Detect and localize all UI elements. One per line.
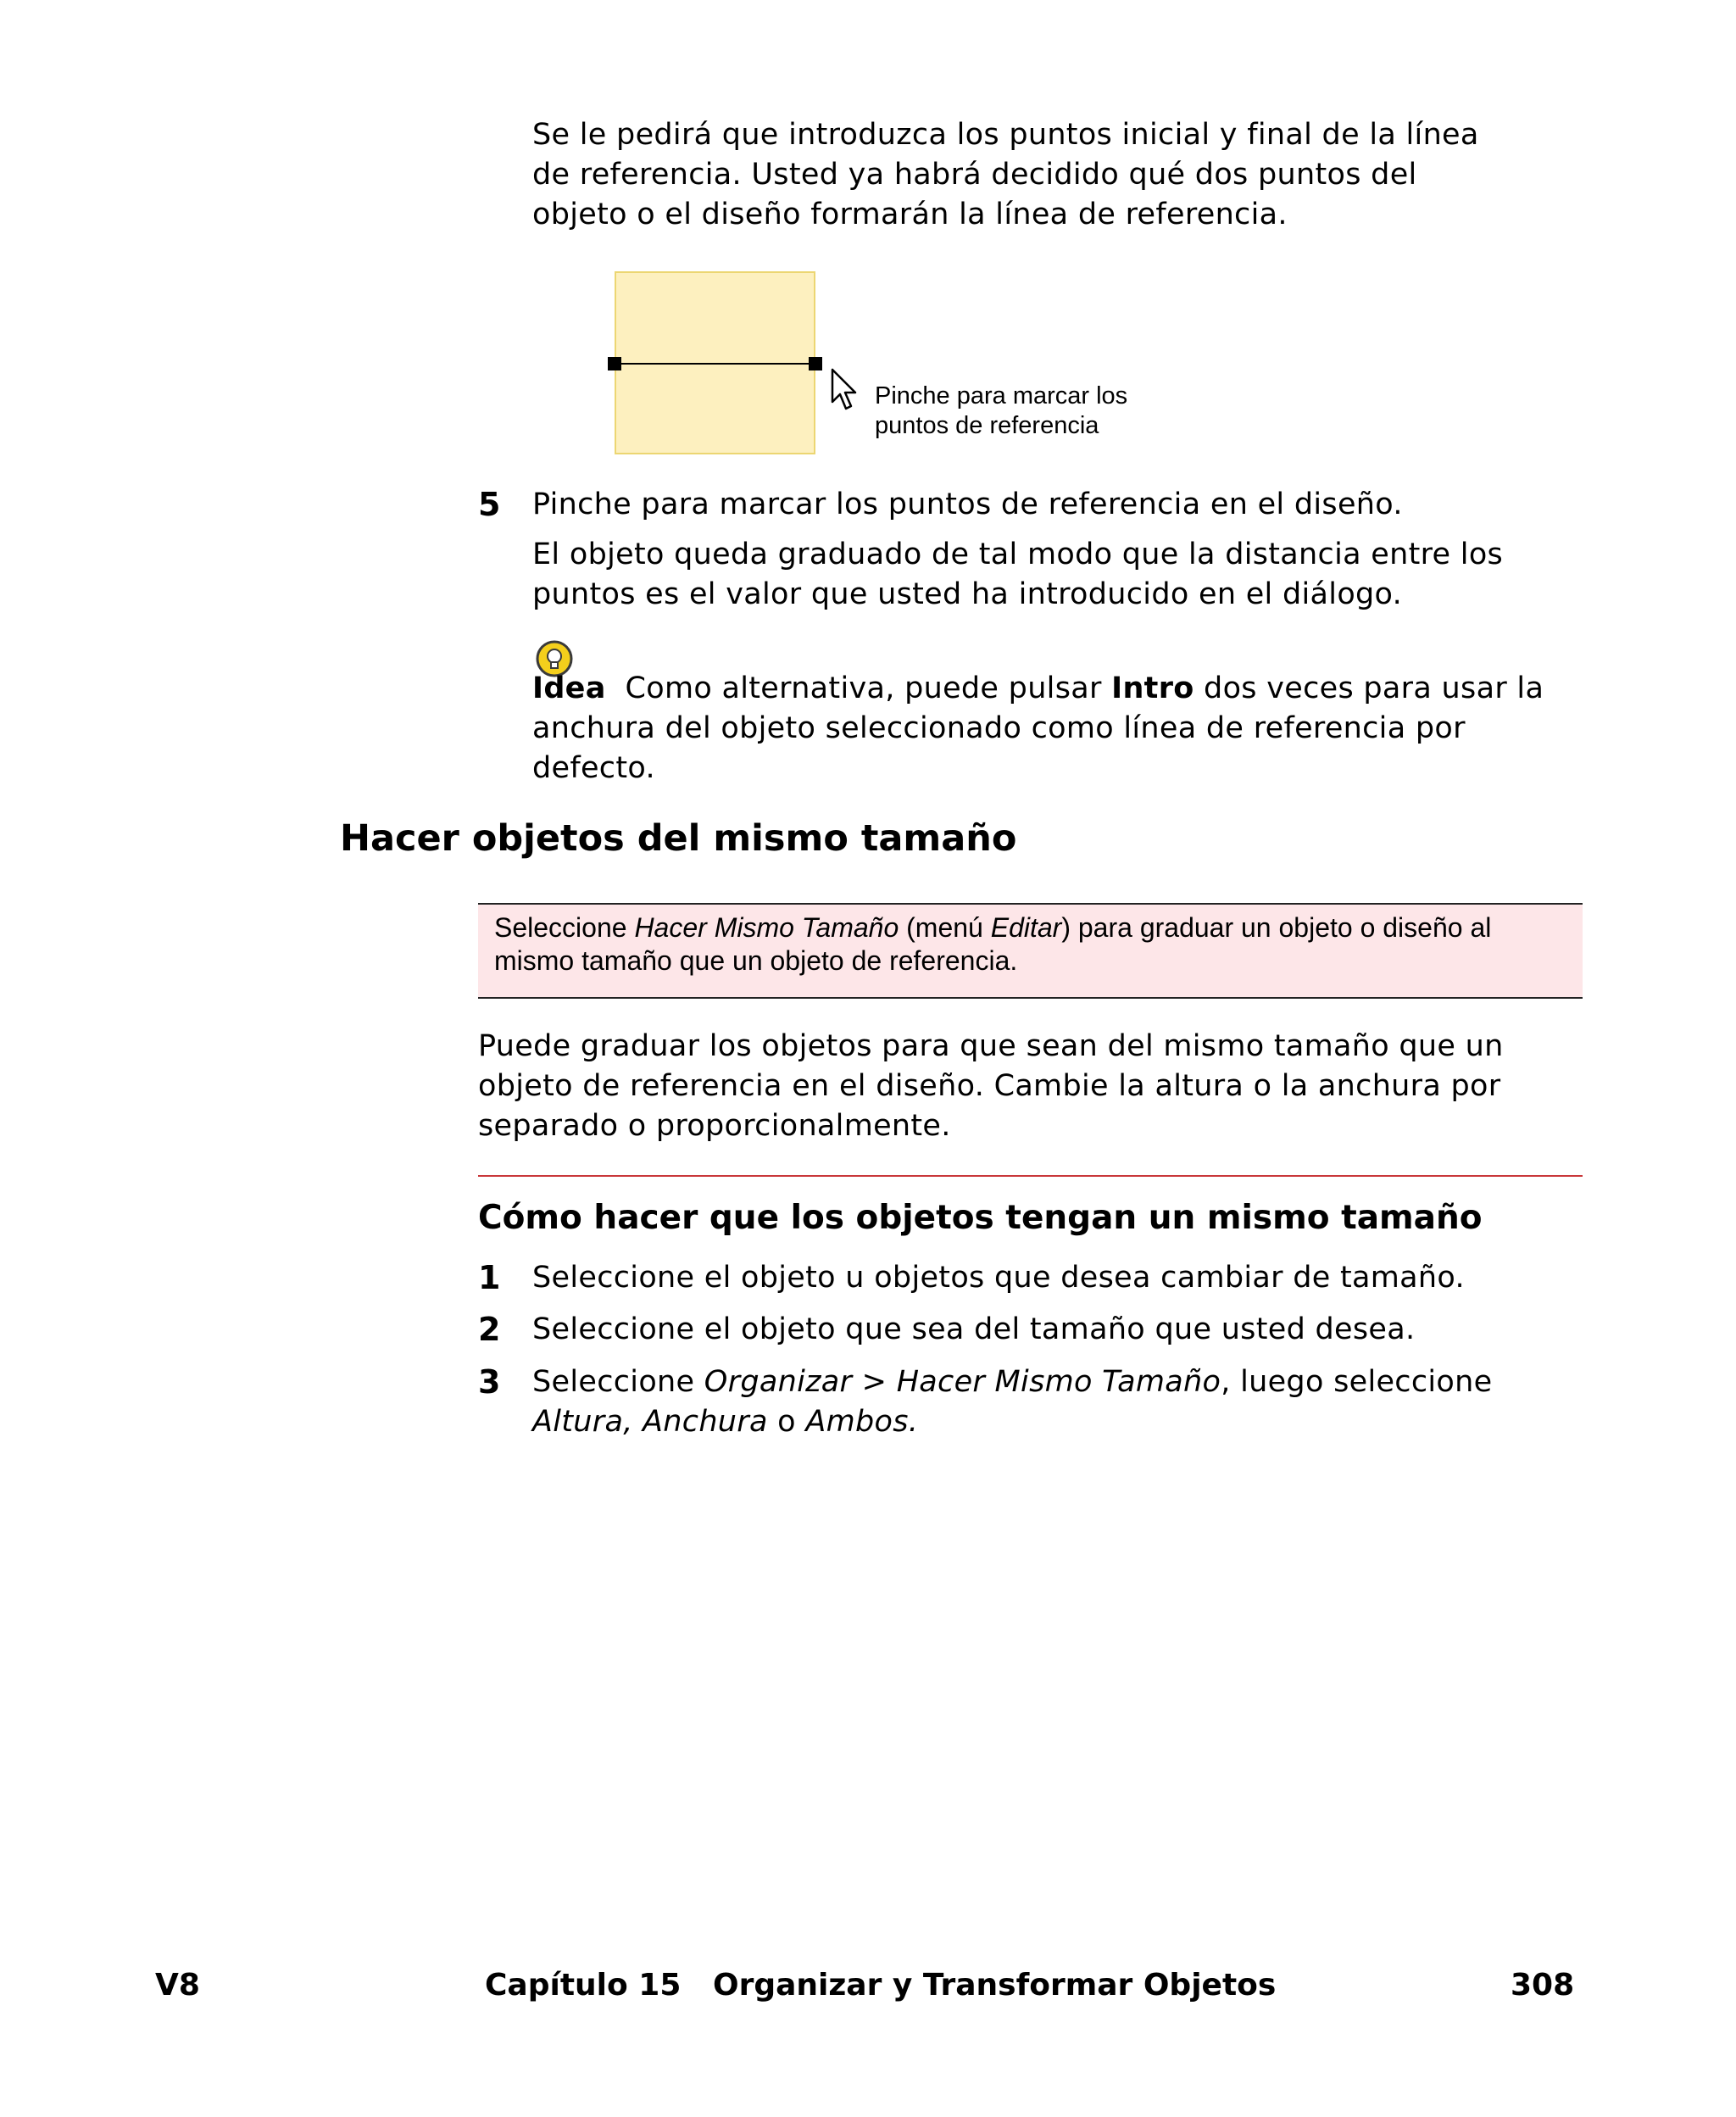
procedure-heading: Cómo hacer que los objetos tengan un mismo tamaño [478, 1199, 1483, 1237]
step-1-text: Seleccione el objeto u objetos que desea cambiar de tamaño. [532, 1261, 1465, 1295]
step-3-option2: Ambos. [805, 1405, 919, 1439]
tip-key: Intro [1111, 671, 1194, 705]
footer-version: V8 [155, 1968, 200, 2003]
step-5-number: 5 [478, 486, 501, 523]
figure-caption-line2: puntos de referencia [875, 412, 1099, 439]
step-5-text: Pinche para marcar los puntos de referencia en el diseño. [532, 487, 1403, 521]
section-paragraph: Puede graduar los objetos para que sean del mismo tamaño que un objeto de referencia en el diseño. Cambie la altura o la anchura por separado o proporcionalmente. [478, 1029, 1504, 1143]
summary-command: Hacer Mismo Tamaño [634, 912, 899, 943]
step-2-text: Seleccione el objeto que sea del tamaño que usted desea. [532, 1312, 1416, 1346]
summary-suffix: ) para graduar un objeto o diseño al mismo tamaño que un objeto de referencia. [494, 912, 1492, 976]
step-1-number: 1 [478, 1259, 501, 1296]
tip-text-before: Como alternativa, puede pulsar [625, 671, 1102, 705]
step-3-conj: o [777, 1405, 796, 1439]
figure-caption [875, 382, 1127, 441]
footer-page-number: 308 [1511, 1968, 1575, 2003]
reference-point-start [608, 357, 621, 370]
arrow-cursor-icon [831, 368, 858, 412]
step-3-middle: , luego seleccione [1221, 1365, 1493, 1399]
summary-text [494, 911, 1571, 978]
intro-paragraph: Se le pedirá que introduzca los puntos inicial y final de la línea de referencia. Usted ya habrá decidido qué dos puntos del objeto o el diseño formarán la línea de referencia. [532, 118, 1479, 231]
tip-label: Idea [532, 671, 606, 705]
summary-menu: Editar [990, 912, 1062, 943]
footer-chapter: Capítulo 15 Organizar y Transformar Objetos [485, 1968, 1277, 2003]
step-3-number: 3 [478, 1363, 501, 1401]
step-5-detail: El objeto queda graduado de tal modo que la distancia entre los puntos es el valor que usted ha introducido en el diálogo. [532, 538, 1504, 611]
tip-block [532, 669, 1583, 788]
summary-prefix: Seleccione [494, 912, 627, 943]
step-3-text [532, 1362, 1583, 1442]
step-3-command: Organizar > Hacer Mismo Tamaño [704, 1365, 1221, 1399]
section-divider [478, 1175, 1583, 1177]
figure-caption-line1: Pinche para marcar los [875, 382, 1128, 409]
step-2-number: 2 [478, 1311, 501, 1348]
step-3-option1: Altura, Anchura [532, 1405, 768, 1439]
step-3-prefix: Seleccione [532, 1365, 695, 1399]
reference-point-end [809, 357, 822, 370]
summary-menu-open: (menú [906, 912, 983, 943]
reference-line [615, 363, 815, 365]
tip-text-after: dos veces para usar la anchura del objeto seleccionado como línea de referencia por defecto. [532, 671, 1544, 785]
section-heading: Hacer objetos del mismo tamaño [340, 817, 1017, 860]
